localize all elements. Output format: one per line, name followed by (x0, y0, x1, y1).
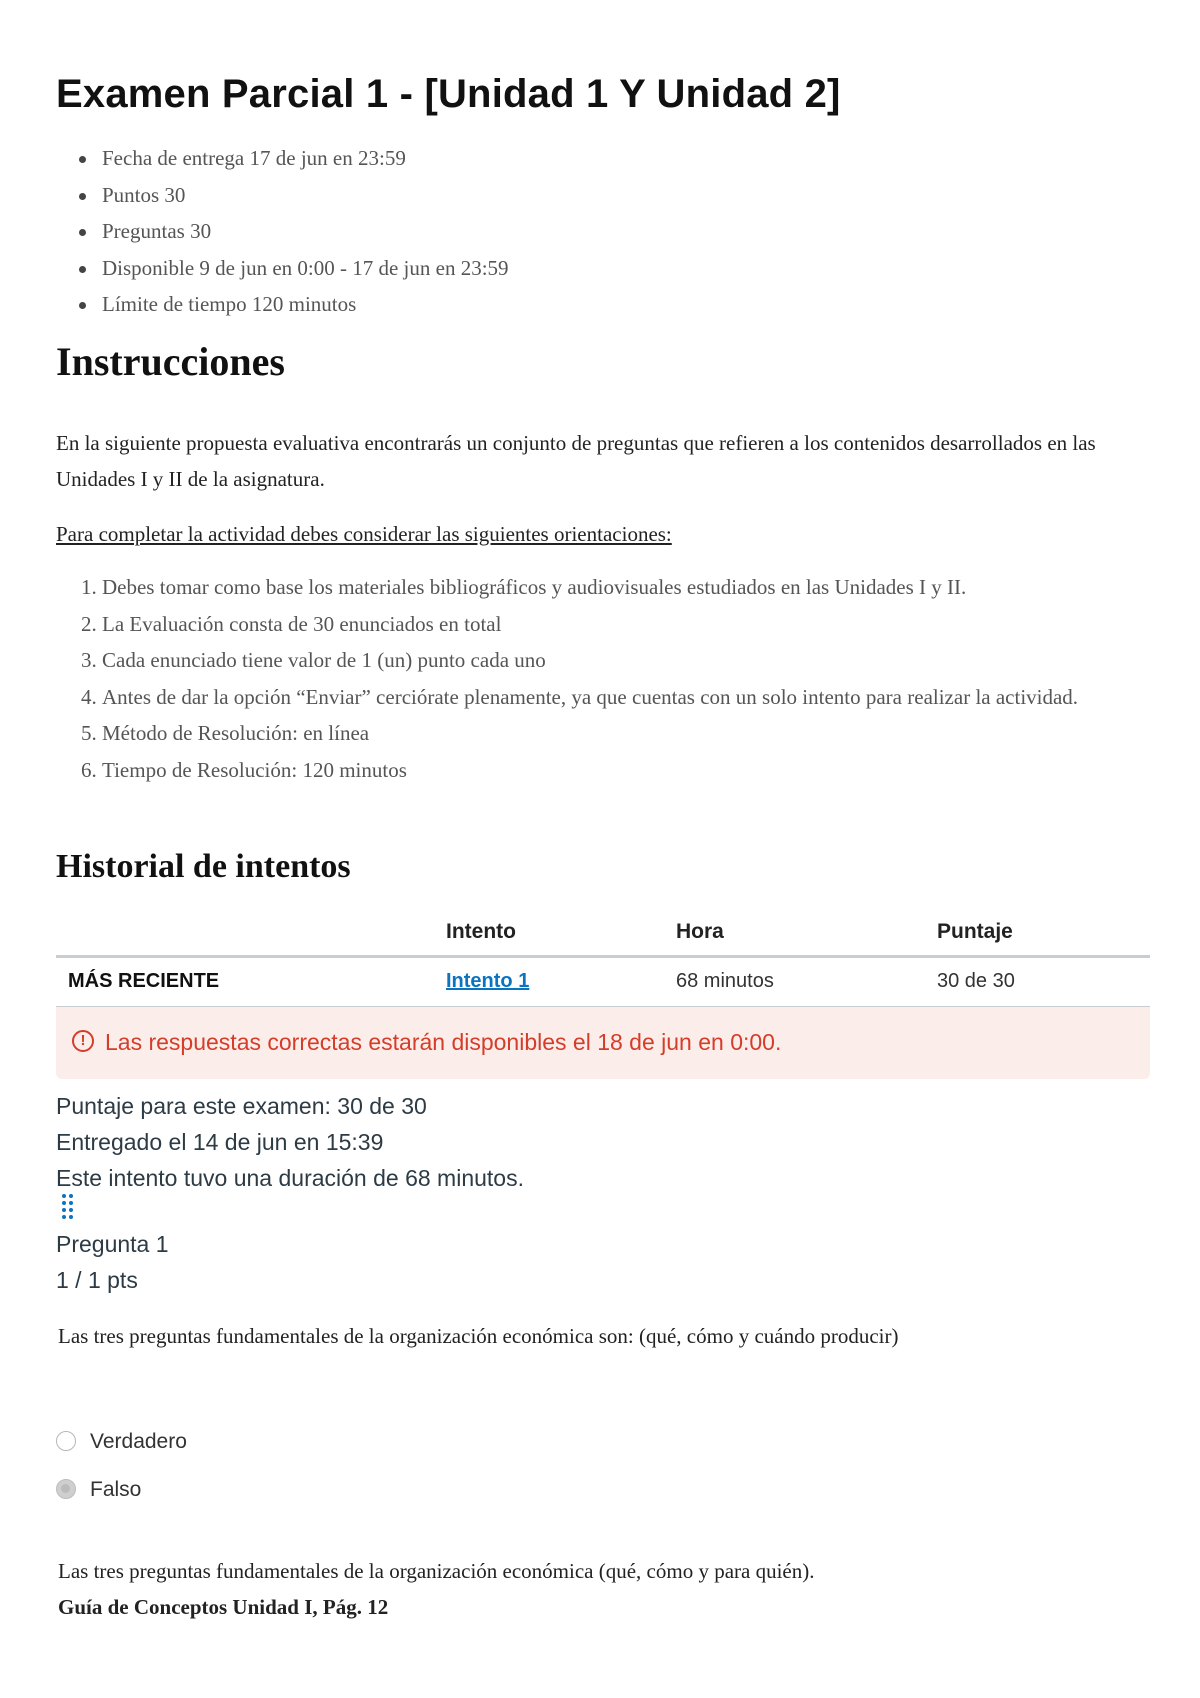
drag-handle-icon[interactable] (60, 1192, 76, 1220)
history-table-header (56, 909, 1150, 958)
most-recent-label: MÁS RECIENTE (68, 970, 220, 992)
answer-reference: Guía de Conceptos Unidad I, Pág. 12 (58, 1595, 389, 1619)
column-header-attempt: Intento (446, 920, 516, 943)
quiz-details-list (56, 140, 509, 323)
instruction-item: 3. Cada enunciado tiene valor de 1 (un) punto cada uno (102, 642, 1192, 679)
radio-unselected[interactable] (56, 1431, 76, 1451)
history-heading: Historial de intentos (56, 848, 351, 885)
option-verdadero[interactable] (56, 1428, 256, 1458)
instructions-heading: Instrucciones (56, 339, 285, 384)
radio-selected[interactable] (56, 1479, 76, 1499)
column-header-score: Puntaje (937, 920, 1013, 943)
time-limit-detail: Límite de tiempo 120 minutos (102, 286, 509, 323)
quiz-score: Puntaje para este examen: 30 de 30 (56, 1093, 427, 1119)
page-title: Examen Parcial 1 - [Unidad 1 Y Unidad 2] (56, 72, 841, 116)
option-label: Verdadero (90, 1430, 187, 1453)
instruction-item: 6. Tiempo de Resolución: 120 minutos (102, 752, 1192, 789)
questions-detail: Preguntas 30 (102, 213, 509, 250)
due-date-detail: Fecha de entrega 17 de jun en 23:59 (102, 140, 509, 177)
question-text: Las tres preguntas fundamentales de la organización económica son: (qué, cómo y cuándo producir) (58, 1324, 899, 1348)
answer-comment: Las tres preguntas fundamentales de la organización económica (qué, cómo y para quién). (58, 1559, 815, 1583)
submitted-date: Entregado el 14 de jun en 15:39 (56, 1129, 384, 1155)
question-label: Pregunta 1 (56, 1231, 169, 1257)
column-header-time: Hora (676, 920, 724, 943)
instruction-item: 1. Debes tomar como base los materiales bibliográficos y audiovisuales estudiados en las Unidades I y II. (102, 569, 1192, 606)
instructions-paragraph: En la siguiente propuesta evaluativa encontrarás un conjunto de preguntas que refieren a los contenidos desarrollados en las Unidades I y II de la asignatura. (56, 431, 1096, 491)
attempt-link[interactable]: Intento 1 (446, 970, 530, 992)
attempt-score: 30 de 30 (937, 970, 1015, 992)
attempt-duration: Este intento tuvo una duración de 68 minutos. (56, 1165, 524, 1191)
table-row (56, 958, 1150, 1007)
points-detail: Puntos 30 (102, 177, 509, 214)
attempt-time: 68 minutos (676, 970, 774, 992)
instructions-intro: Para completar la actividad debes considerar las siguientes orientaciones: (56, 522, 672, 546)
instruction-item: 4. Antes de dar la opción “Enviar” cerciórate plenamente, ya que cuentas con un solo intento para realizar la actividad. (102, 679, 1192, 716)
alert-text: Las respuestas correctas estarán disponibles el 18 de jun en 0:00. (105, 1029, 782, 1055)
instructions-list (56, 569, 1192, 788)
option-falso[interactable] (56, 1476, 256, 1506)
question-points: 1 / 1 pts (56, 1267, 138, 1293)
correct-answers-alert (56, 1007, 1150, 1079)
availability-detail: Disponible 9 de jun en 0:00 - 17 de jun en 23:59 (102, 250, 509, 287)
instruction-item: 2. La Evaluación consta de 30 enunciados en total (102, 606, 1192, 643)
exclamation-circle-icon: ! (72, 1030, 94, 1052)
option-label: Falso (90, 1478, 142, 1501)
instruction-item: 5. Método de Resolución: en línea (102, 715, 1192, 752)
